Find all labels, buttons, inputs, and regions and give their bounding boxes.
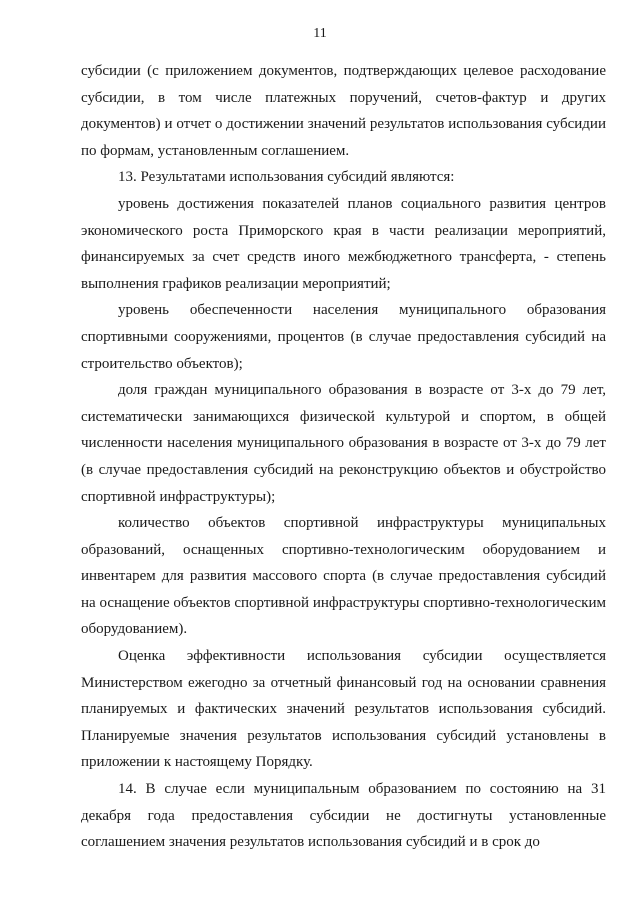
paragraph-equipped-sports-objects: количество объектов спортивной инфраструктуры муниципальных образований, оснащенных спортивно-технологическим оборудованием и инвентарем для развития массового спорта (в случае предоставления субсидий на оснащение объектов спортивной инфраструктуры спортивно-технологическим оборудованием). [81,515,606,638]
document-body [81,58,606,856]
paragraph-section-13-heading: 13. Результатами использования субсидий являются: [118,169,455,186]
paragraph-efficiency-evaluation: Оценка эффективности использования субсидии осуществляется Министерством ежегодно за отчетный финансовый год на основании сравнения планируемых и фактических значений результатов использования субсидий. Планируемые значения результатов использования субсидий установлены в приложении к настоящему Порядку. [81,648,606,771]
paragraph-economic-growth-indicator: уровень достижения показателей планов социального развития центров экономического роста Приморского края в части реализации мероприятий, финансируемых за счет средств иного межбюджетного трансферта, - степень выполнения графиков реализации мероприятий; [81,195,606,292]
page-number: 11 [313,26,327,41]
paragraph-sports-facilities-provision: уровень обеспеченности населения муниципального образования спортивными сооружениями, процентов (в случае предоставления субсидий на строительство объектов); [81,302,606,372]
paragraph-reporting-documents: субсидии (с приложением документов, подтверждающих целевое расходование субсидии, в том числе платежных поручений, счетов-фактур и других документов) и отчет о достижении значений результатов использования субсидии по формам, установленным соглашением. [81,63,606,159]
paragraph-section-14: 14. В случае если муниципальным образованием по состоянию на 31 декабря года предоставления субсидии не достигнуты установленные соглашением значения результатов использования субсидий и в срок до [81,781,606,851]
paragraph-sports-participation-share: доля граждан муниципального образования в возрасте от 3-х до 79 лет, систематически занимающихся физической культурой и спортом, в общей численности населения муниципального образования в возрасте от 3-х до 79 лет (в случае предоставления субсидий на реконструкцию объектов и обустройство спортивной инфраструктуры); [81,382,606,505]
